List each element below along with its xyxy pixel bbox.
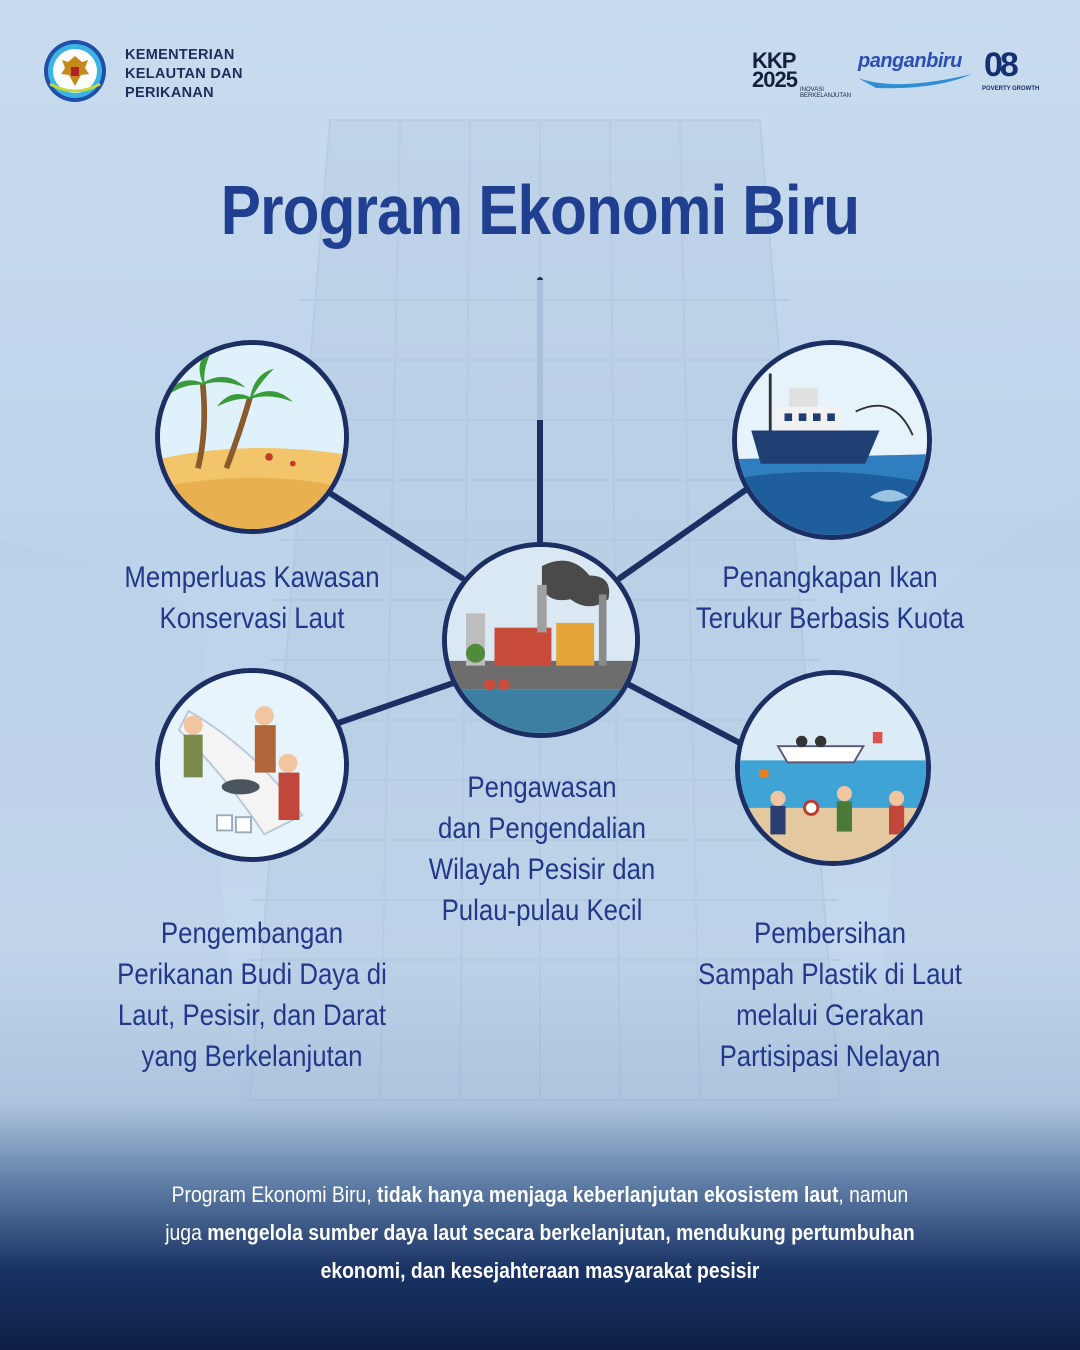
label-line: Penangkapan Ikan (722, 561, 938, 594)
label-line: yang Berkelanjutan (141, 1040, 363, 1073)
ministry-line-3: PERIKANAN (125, 85, 214, 101)
footer-bold-text: ekonomi, dan kesejahteraan masyarakat pesisir (320, 1258, 760, 1283)
beach-palm-icon (160, 345, 344, 529)
label-line: Partisipasi Nelayan (719, 1040, 941, 1073)
o8-logo-caption-right: GROWTH (1012, 86, 1040, 92)
industrial-coast-icon (447, 547, 635, 733)
footer-line-1 (127, 1176, 953, 1214)
label-line: dan Pengendalian (437, 812, 647, 845)
program-label-coastal-oversight (380, 767, 704, 931)
o8-logo-caption-left: POVERTY (982, 86, 1011, 92)
label-line: Terukur Berbasis Kuota (695, 602, 965, 635)
program-label-aquaculture (90, 913, 414, 1077)
ocean-cleanup-icon (740, 675, 926, 861)
page-title: Program Ekonomi Biru (220, 171, 860, 249)
program-label-conservation (90, 557, 414, 639)
o8-logo-number: 08 (984, 46, 1016, 84)
label-line: Perikanan Budi Daya di (117, 958, 387, 991)
label-line: Wilayah Pesisir dan (428, 853, 656, 886)
label-line: Pulau-pulau Kecil (441, 894, 643, 927)
fishing-vessel-icon (737, 345, 927, 535)
footer-bold-text: mengelola sumber daya laut secara berkelanjutan, mendukung pertumbuhan (207, 1220, 915, 1245)
program-label-quota-fishing (665, 557, 995, 639)
aquaculture-image (155, 668, 349, 862)
program-label-plastic-cleanup (668, 913, 992, 1077)
ministry-line-2: KELAUTAN DAN (125, 66, 243, 82)
panganbiru-logo-word: panganbiru (858, 50, 962, 72)
kkp-2025-logo-year: 2025 (752, 67, 797, 92)
label-line: Sampah Plastik di Laut (698, 958, 962, 991)
label-line: Konservasi Laut (159, 602, 345, 635)
footer-text: Program Ekonomi Biru, (171, 1182, 378, 1207)
label-line: melalui Gerakan (736, 999, 924, 1032)
conservation-image (155, 340, 349, 534)
aquaculture-farmers-icon (160, 673, 344, 857)
footer-summary (60, 1176, 1020, 1290)
label-line: Pengawasan (467, 771, 617, 804)
kkp-2025-logo-top: KKP (752, 48, 796, 73)
footer-text: , namun (838, 1182, 909, 1207)
footer-line-3 (127, 1252, 953, 1290)
footer-text: juga (165, 1220, 208, 1245)
ministry-line-1: KEMENTERIAN (125, 47, 235, 63)
label-line: Laut, Pesisir, dan Darat (117, 999, 387, 1032)
kkp-2025-logo-tagline: INOVASI BERKELANJUTAN (800, 87, 851, 99)
plastic-cleanup-image (735, 670, 931, 866)
coastal-oversight-image (442, 542, 640, 738)
footer-line-2 (127, 1214, 953, 1252)
quota-fishing-image (732, 340, 932, 540)
label-line: Pengembangan (160, 917, 344, 950)
label-line: Pembersihan (753, 917, 907, 950)
label-line: Memperluas Kawasan (124, 561, 380, 594)
footer-bold-text: tidak hanya menjaga keberlanjutan ekosistem laut (377, 1182, 839, 1207)
